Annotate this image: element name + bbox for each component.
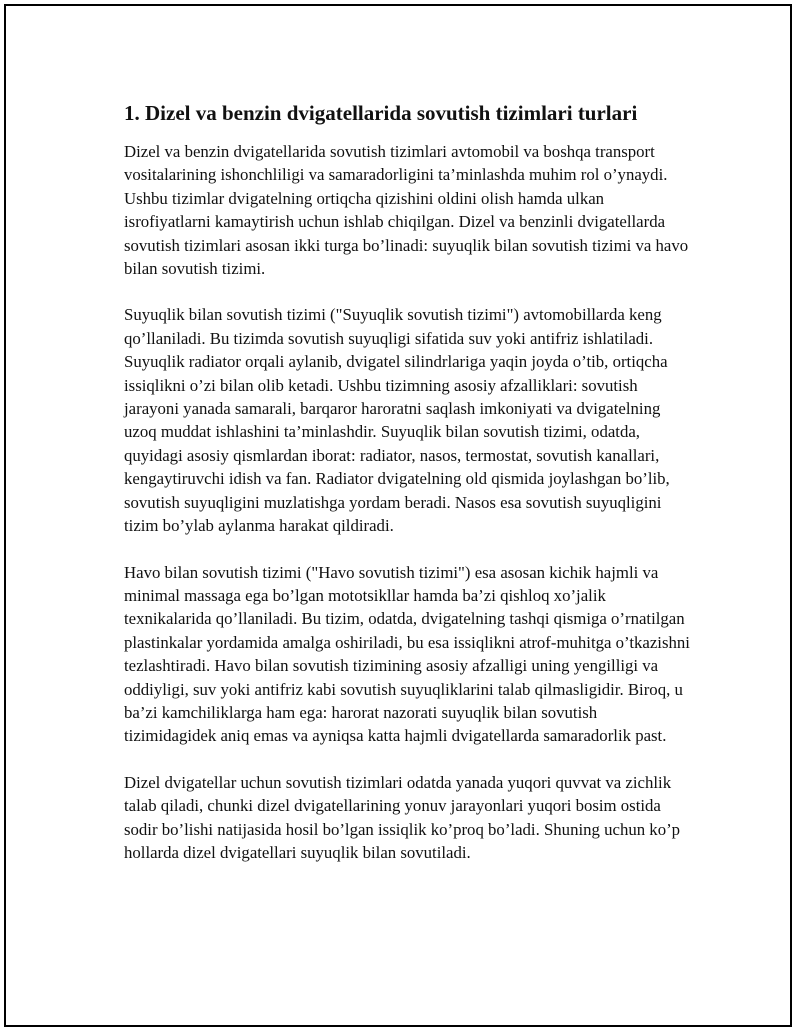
paragraph-diesel-cooling: Dizel dvigatellar uchun sovutish tizimlari odatda yanada yuqori quvvat va zichlik talab qiladi, chunki dizel dvigatellarining yonuv jarayonlari yuqori bosim ostida sodir bo’lishi natijasida hosil bo’lgan issiqlik ko’proq bo’ladi. Shuning uchun ko’p hollarda dizel dvigatellari suyuqlik bilan sovutiladi.: [124, 772, 681, 862]
paragraph-intro: Dizel va benzin dvigatellarida sovutish tizimlari avtomobil va boshqa transport vositalarining ishonchliligi va samaradorligini ta’minlashda muhim rol o’ynaydi. Ushbu tizimlar dvigatelning ortiqcha qizishini oldini olish hamda ulkan isrofiyatlarni kamaytirish uchun ishlab chiqilgan. Dizel va benzinli dvigatellarda sovutish tizimlari asosan ikki turga bo’linadi: suyuqlik bilan sovutish tizimi va havo bilan sovutish tizimi.: [124, 142, 689, 279]
document-body: [124, 100, 692, 887]
paragraph-liquid-cooling: Suyuqlik bilan sovutish tizimi ("Suyuqlik sovutish tizimi") avtomobillarda keng qo’llaniladi. Bu tizimda sovutish suyuqligi sifatida suv yoki antifriz ishlatiladi. Suyuqlik radiator orqali aylanib, dvigatel silindrlariga yaqin joyda o’tib, ortiqcha issiqlikni o’zi bilan olib ketadi. Ushbu tizimning asosiy afzalliklari: sovutish jarayoni yanada samarali, barqaror haroratni saqlash imkoniyati va dvigatelning uzoq muddat ishlashini ta’minlashdir. Suyuqlik bilan sovutish tizimi, odatda, quyidagi asosiy qismlardan iborat: radiator, nasos, termostat, sovutish kanallari, kengaytiruvchi idish va fan. Radiator dvigatelning old qismida joylashgan bo’lib, sovutish suyuqligini muzlatishga yordam beradi. Nasos esa sovutish suyuqligini tizim bo’ylab aylanma harakat qildiradi.: [124, 305, 670, 536]
paragraph-air-cooling: Havo bilan sovutish tizimi ("Havo sovutish tizimi") esa asosan kichik hajmli va minimal massaga ega bo’lgan mototsikllar hamda ba’zi qishloq xo’jalik texnikalarida qo’llaniladi. Bu tizim, odatda, dvigatelning tashqi qismiga o’rnatilgan plastinkalar yordamida amalga oshiriladi, bu esa issiqlikni atrof-muhitga o’tkazishni tezlashtiradi. Havo bilan sovutish tizimining asosiy afzalligi uning yengilligi va oddiyligi, suv yoki antifriz kabi sovutish suyuqliklarini talab qilmasligidir. Biroq, u ba’zi kamchiliklarga ham ega: harorat nazorati suyuqlik bilan sovutish tizimidagidek aniq emas va ayniqsa katta hajmli dvigatellarda samaradorlik past.: [124, 562, 690, 746]
section-heading: 1. Dizel va benzin dvigatellarida sovutish tizimlari turlari: [124, 101, 638, 125]
page-frame: [4, 4, 792, 1027]
